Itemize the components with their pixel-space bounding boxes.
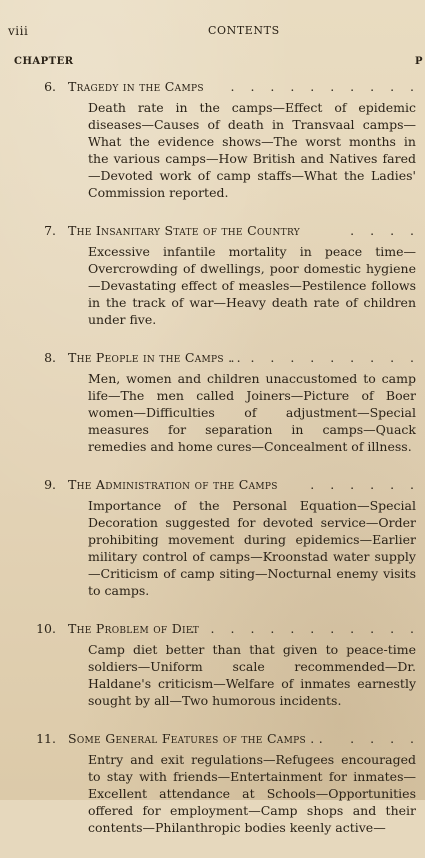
entry-title-line [8, 731, 420, 751]
page-header [8, 24, 425, 42]
contents-list [8, 79, 420, 858]
chapter-title: The Insanitary State of the Country [68, 223, 301, 238]
page-number: viii [8, 24, 29, 38]
dot-leader: . . . . . . . . . . [230, 350, 420, 365]
chapter-title: The People in the Camps . . [68, 350, 241, 365]
chapter-title: Some General Features of the Camps . . [68, 731, 324, 746]
dot-leader: . . . . . . . . . . . . [190, 621, 420, 636]
contents-entry-10 [8, 621, 420, 709]
contents-entry-6 [8, 79, 420, 201]
chapter-number: 7. [44, 223, 56, 238]
chapter-title: The Problem of Diet [68, 621, 200, 636]
entry-title-line [8, 621, 420, 641]
running-title: CONTENTS [208, 24, 280, 37]
contents-entry-7 [8, 223, 420, 328]
entry-title-line [8, 223, 420, 243]
chapter-title: Tragedy in the Camps [68, 79, 204, 94]
contents-entry-9 [8, 477, 420, 599]
chapter-column-label: CHAPTER [14, 56, 74, 67]
dot-leader: . . . . . . [310, 477, 420, 492]
dot-leader: . . . . [350, 223, 420, 238]
entry-title-line [8, 350, 420, 370]
page-column-label: P [414, 56, 423, 67]
contents-entry-8 [8, 350, 420, 455]
chapter-number: 6. [44, 79, 56, 94]
chapter-number: 10. [36, 621, 56, 636]
contents-entry-11 [8, 731, 420, 836]
chapter-summary: Importance of the Personal Equation—Special Decoration suggested for devoted service—Order prohibiting movement during epidemics—Earlier military control of camps—Kroonstad water supply—Criticism of camp siting—Nocturnal enemy visits to camps. [88, 498, 416, 598]
chapter-summary: Camp diet better than that given to peace-time soldiers—Uniform scale recommended—Dr. Haldane's criticism—Welfare of inmates earnestly sought by all—Two humorous incidents. [88, 642, 416, 708]
chapter-title: The Administration of the Camps [68, 477, 278, 492]
chapter-summary: Men, women and children unaccustomed to camp life—The men called Joiners—Picture of Boer women—Difficulties of adjustment—Special measures for separation in camps—Quack remedies and home cures—Concealment of illness. [88, 371, 416, 454]
entry-title-line [8, 79, 420, 99]
chapter-number: 11. [36, 731, 56, 746]
chapter-number: 8. [44, 350, 56, 365]
dot-leader: . . . . [350, 731, 420, 746]
dot-leader: . . . . . . . . . . [230, 79, 420, 94]
entry-title-line [8, 477, 420, 497]
chapter-number: 9. [44, 477, 56, 492]
chapter-summary: Entry and exit regulations—Refugees encouraged to stay with friends—Entertainment for inmates—Excellent attendance at Schools—Opportunities offered for employment—Camp shops and their contents—Philanthropic bodies keenly active— [88, 752, 416, 835]
chapter-summary: Excessive infantile mortality in peace time—Overcrowding of dwellings, poor domestic hygiene—Devastating effect of measles—Pestilence follows in the track of war—Heavy death rate of children under five. [88, 244, 416, 327]
chapter-summary: Death rate in the camps—Effect of epidemic diseases—Causes of death in Transvaal camps—What the evidence shows—The worst months in the various camps—How British and Natives fared—Devoted work of camp staffs—What the Ladies' Commission reported. [88, 100, 416, 200]
